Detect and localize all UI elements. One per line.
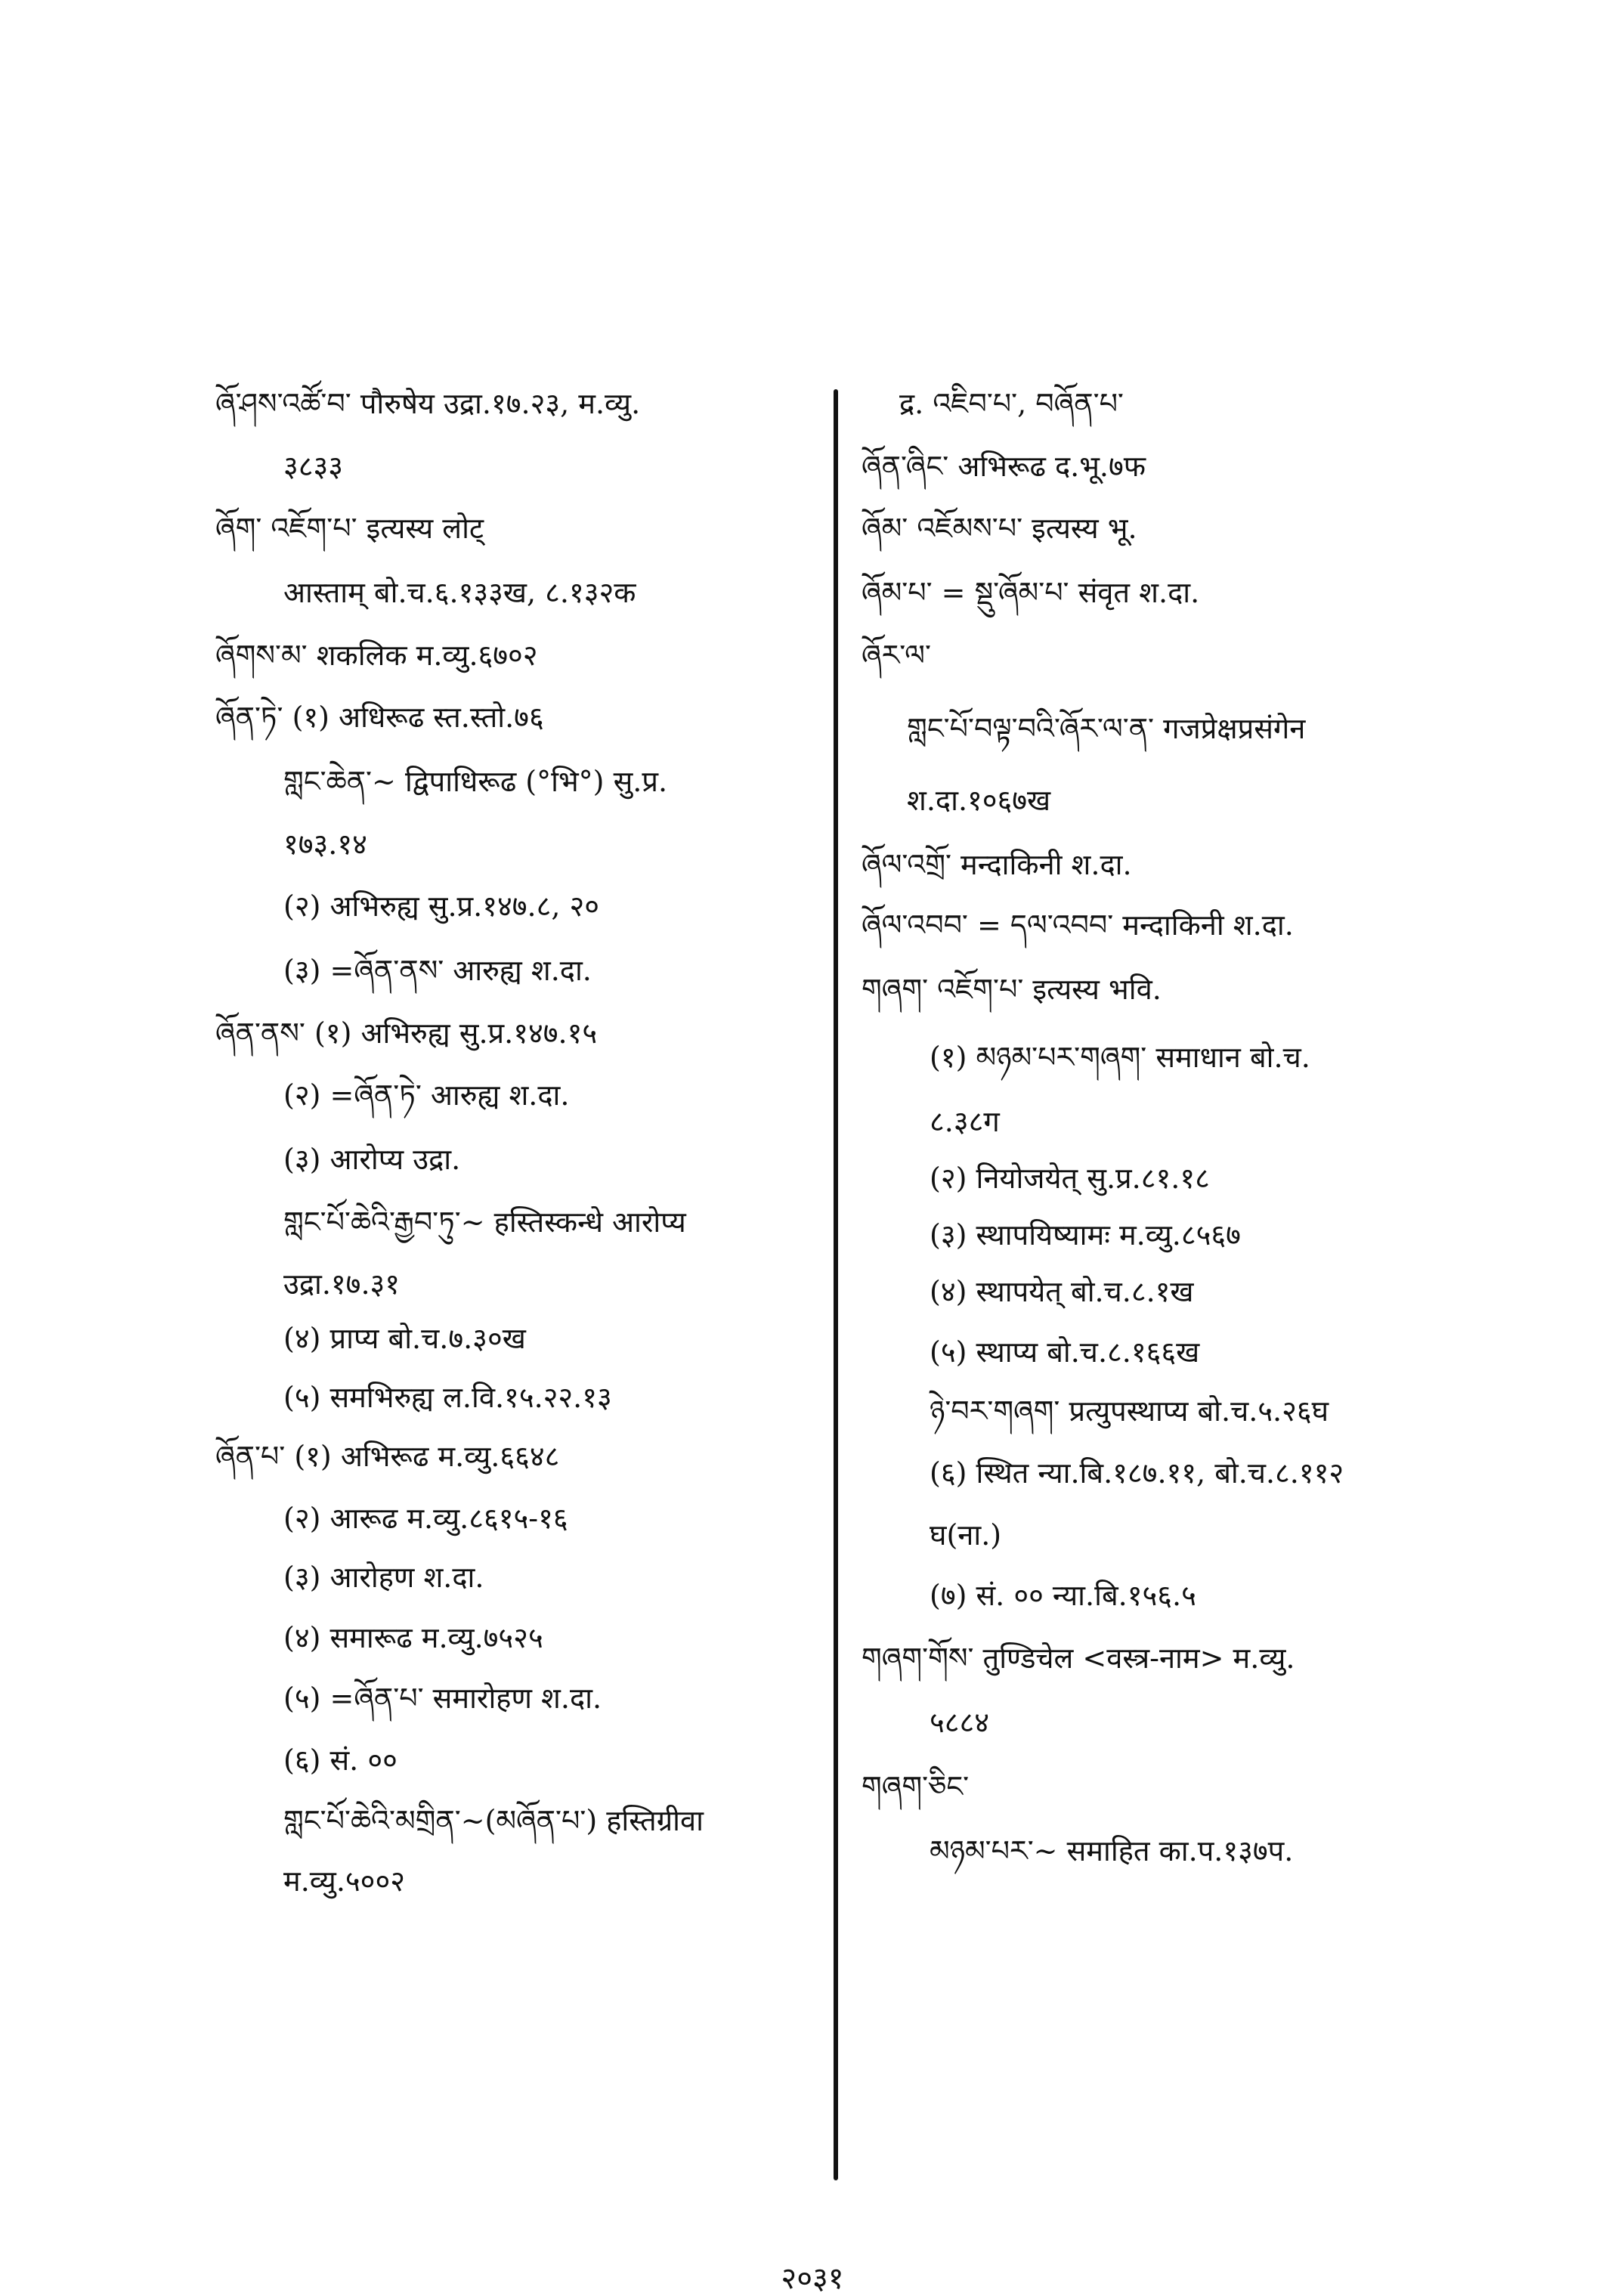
entry-line: (५) =ཞོན་པ་ समारोहण श.दा. — [283, 1682, 602, 1715]
entry-line: उद्रा.१७.३१ — [283, 1267, 401, 1301]
entry-line: श.दा.१०६७ख — [907, 784, 1051, 817]
entry-line: (३) =ཞོན་ནས་ आरुह्य श.दा. — [283, 954, 592, 987]
entry-line: म.व्यु.५००२ — [283, 1864, 405, 1898]
entry-line: (४) समारूढ म.व्यु.७५२५ — [283, 1621, 543, 1654]
entry-line: (४) प्राप्य बो.च.७.३०ख — [283, 1322, 526, 1355]
entry-line: གཞག་གོས་ तुण्डिचेल <वस्त्र-नाम> म.व्यु. — [862, 1642, 1295, 1675]
page-number: २०३१ — [781, 2261, 844, 2296]
entry-line: གླང་པོ་བལྟ་བའི་ཞོར་ལ་ན་ गजप्रेक्षप्रसंगेन — [907, 712, 1306, 745]
entry-line: (२) =ཞོན་ཏེ་ आरुह्य श.दा. — [283, 1078, 570, 1112]
entry-line: ३८३३ — [283, 450, 344, 483]
entry-line: གླང་པོ་ཆེའི་རྒྱབ་ཏུ་~ हस्तिस्कन्धे आरोप्य — [283, 1205, 686, 1239]
entry-line: ཞོ་ཤས་འཚོ་བ་ पौरुषेय उद्रा.१७.२३, म.व्यु. — [215, 387, 641, 420]
entry-line: ཞོལ་འགྲོ་ मन्दाकिनी श.दा. — [862, 848, 1132, 881]
entry-line: (६) सं. ०० — [283, 1744, 398, 1777]
entry-line: ཉེ་བར་གཞག་ प्रत्युपस्थाप्य बो.च.५.२६घ — [930, 1394, 1329, 1428]
entry-line: घ(ना.) — [930, 1518, 1002, 1552]
entry-line: ५८८४ — [930, 1706, 990, 1739]
entry-line: (२) अभिरुह्य सु.प्र.१४७.८, २० — [283, 890, 600, 923]
entry-line: (२) नियोजयेत् सु.प्र.८१.१८ — [930, 1162, 1210, 1195]
entry-line: མཉམ་པར་~ समाहित का.प.१३७प. — [930, 1834, 1294, 1867]
entry-line: द्र. འཇིབ་པ་, བཞོན་པ་ — [899, 387, 1124, 420]
entry-line: ཞོན་ཏེ་ (१) अधिरूढ स्त.स्तो.७६ — [215, 701, 544, 734]
entry-line: (१) མཉམ་པར་གཞག་ समाधान बो.च. — [930, 1041, 1310, 1074]
entry-line: ཞོམ་པ་ = སྡུ་ཞོམ་པ་ संवृत श.दा. — [862, 576, 1200, 609]
entry-line: (६) स्थित न्या.बि.१८७.११, बो.च.८.११२ — [930, 1456, 1344, 1490]
entry-line: ८.३८ग — [930, 1105, 1000, 1138]
entry-line: གླང་པོ་ཆེའི་མགྲིན་~(མཞོན་པ་) हस्तिग्रीवा — [283, 1804, 704, 1837]
entry-line: (३) आरोप्य उद्रा. — [283, 1143, 461, 1176]
entry-line: ཞོན་ནས་ (१) अभिरुह्य सु.प्र.१४७.१५ — [215, 1016, 598, 1050]
entry-line: ཞོལ་འབབ་ = དལ་འབབ་ मन्दाकिनी श.दा. — [862, 908, 1294, 942]
entry-line: (३) स्थापयिष्यामः म.व्यु.८५६७ — [930, 1218, 1241, 1252]
entry-line: (५) समभिरुह्य ल.वि.१५.२२.१३ — [283, 1381, 612, 1414]
entry-line: १७३.१४ — [283, 828, 367, 861]
entry-line: (२) आरूढ म.व्यु.८६१५-१६ — [283, 1502, 568, 1535]
entry-line: ཞོག་ འཇོག་པ་ इत्यस्य लोट् — [215, 512, 484, 545]
entry-line: (५) स्थाप्य बो.च.८.१६६ख — [930, 1335, 1200, 1369]
column-divider — [834, 389, 838, 2180]
entry-line: (४) स्थापयेत् बो.च.८.१ख — [930, 1275, 1194, 1308]
entry-line: ཞོམ་ འཇོམས་པ་ इत्यस्य भू. — [862, 512, 1137, 545]
entry-line: ཞོར་ལ་ — [862, 639, 931, 672]
entry-line: གཞག་ འཇོག་པ་ इत्यस्य भवि. — [862, 973, 1162, 1006]
entry-line: གླང་ཆེན་~ द्विपाधिरूढ (°भि°) सु.प्र. — [283, 765, 668, 798]
entry-line: (७) सं. ०० न्या.बि.१५६.५ — [930, 1579, 1196, 1612]
entry-line: གཞག་ཅིང་ — [862, 1770, 970, 1803]
entry-line: (३) आरोहण श.दा. — [283, 1561, 484, 1594]
entry-line: आस्ताम् बो.च.६.१३३ख, ८.१३२क — [283, 576, 636, 609]
entry-line: ཞོགས་མ་ शकलिक म.व्यु.६७०२ — [215, 639, 538, 672]
entry-line: ཞོན་པ་ (१) अभिरूढ म.व्यु.६६४८ — [215, 1440, 560, 1473]
entry-line: ཞོན་ཞིང་ अभिरूढ द.भू.७फ — [862, 450, 1146, 483]
